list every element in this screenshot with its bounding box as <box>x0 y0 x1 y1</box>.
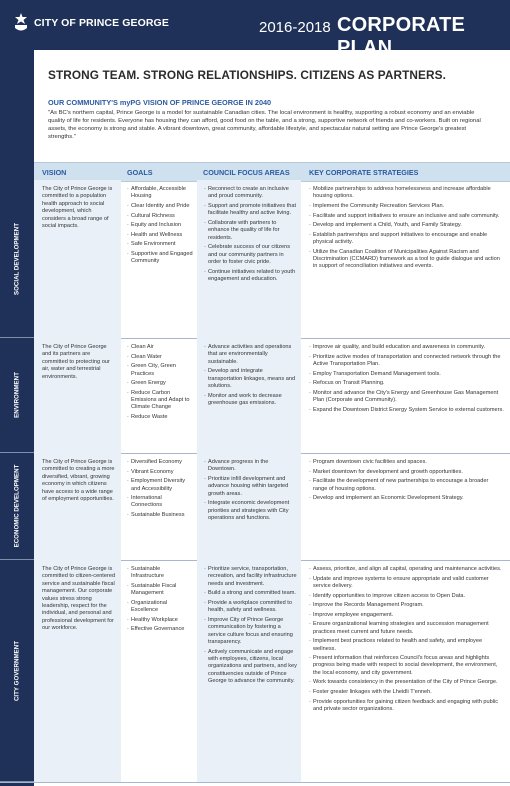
strategies-cell <box>301 180 510 338</box>
focus-area-item: · Build a strong and committed team. <box>204 590 297 597</box>
vision-heading: OUR COMMUNITY'S myPG VISION OF PRINCE GEORGE IN 2040 <box>48 98 272 107</box>
strategy-item: · Ensure organizational learning strategies and succession management practices meet current and future needs. <box>309 621 504 636</box>
strategy-item: · Facilitate and support initiatives to ensure an inclusive and safe community. <box>309 213 504 220</box>
strategy-item: · Develop and implement a Child, Youth, and Family Strategy. <box>309 222 504 229</box>
focus-area-item: · Advance activities and operations that are environmentally sustainable. <box>204 344 297 366</box>
goal-item: · Cultural Richness <box>127 213 194 220</box>
row-label-text: CITY GOVERNMENT <box>13 640 21 701</box>
goal-item: · Sustainable Business <box>127 512 194 519</box>
goal-item: · Vibrant Economy <box>127 469 194 476</box>
focus-area-item: · Collaborate with partners to enhance the quality of life for residents. <box>204 220 297 242</box>
goals-cell <box>121 560 197 782</box>
goals-cell <box>121 338 197 453</box>
focus-area-item: · Celebrate success of our citizens and our community partners in order to foster civic pride. <box>204 244 297 266</box>
focus-area-item: · Support and promote initiatives that facilitate healthy and active living. <box>204 203 297 218</box>
goal-item: · Reduce Carbon Emissions and Adapt to Climate Change <box>127 390 194 412</box>
strategy-item: · Assess, prioritize, and align all capital, operating and maintenance activities. <box>309 566 504 573</box>
goal-item: · Healthy Workplace <box>127 617 194 624</box>
strategy-item: · Utilize the Canadian Coalition of Municipalities Against Racism and Discrimination (CCMARD) framework as a tool to guide dialogue and action in support of reconciliation initiatives and events. <box>309 249 504 271</box>
strategy-item: · Implement best practices related to health and safety, and employee wellness. <box>309 638 504 653</box>
row-label <box>0 453 34 560</box>
strategy-item: · Develop and implement an Economic Development Strategy. <box>309 495 504 502</box>
city-crest-icon <box>12 12 30 34</box>
table-row <box>0 560 510 783</box>
strategy-item: · Establish partnerships and support initiatives to encourage and enable physical activity. <box>309 232 504 247</box>
strategy-item: · Provide opportunities for gaining citizen feedback and engaging with public and private sector organizations. <box>309 699 504 714</box>
strategy-item: · Improve employee engagement. <box>309 612 504 619</box>
tagline: STRONG TEAM. STRONG RELATIONSHIPS. CITIZENS AS PARTNERS. <box>48 68 446 82</box>
focus-cell <box>197 453 301 560</box>
strategy-item: · Expand the Downtown District Energy System Service to external customers. <box>309 407 504 414</box>
goal-item: · Sustainable Fiscal Management <box>127 583 194 598</box>
row-label-text: ECONOMIC DEVELOPMENT <box>13 464 21 548</box>
focus-area-item: · Actively communicate and engage with employees, citizens, local organizations and partners, and key constituencies outside of Prince George to advance the community. <box>204 649 297 686</box>
focus-area-item: · Reconnect to create an inclusive and proud community. <box>204 186 297 201</box>
plan-table <box>0 162 510 784</box>
logo-text: CITY OF PRINCE GEORGE <box>34 17 169 29</box>
strategy-item: · Mobilize partnerships to address homelessness and increase affordable housing options. <box>309 186 504 201</box>
goal-item: · Reduce Waste <box>127 414 194 421</box>
page-header <box>0 0 510 59</box>
strategy-item: · Identify opportunities to improve citizen access to Open Data. <box>309 593 504 600</box>
goal-item: · Effective Governance <box>127 626 194 633</box>
goal-item: · Sustainable Infrastructure <box>127 566 194 581</box>
focus-area-item: · Prioritize infill development and advance housing within targeted growth areas. <box>204 476 297 498</box>
vision-cell: The City of Prince George is committed to citizen-centered service and sustainable fiscal management. Our corporate values stress strong leadership, respect for the individual, and personal and professional development for our workforce. <box>34 560 121 782</box>
strategy-item: · Monitor and advance the City's Energy and Greenhouse Gas Management Plan (Corporate and Community). <box>309 390 504 405</box>
focus-area-item: · Improve City of Prince George communication by fostering a service culture focus and ensuring transparency. <box>204 617 297 647</box>
goal-item: · Equity and Inclusion <box>127 222 194 229</box>
strategy-item: · Refocus on Transit Planning. <box>309 380 504 387</box>
focus-area-item: · Develop and integrate transportation linkages, means and solutions. <box>204 368 297 390</box>
header-vision: VISION <box>42 168 67 177</box>
row-label-text: SOCIAL DEVELOPMENT <box>13 222 21 295</box>
vision-cell: The City of Prince George is committed to creating a more diversified, vibrant, growing economy in which citizens have access to a wide range of employment opportunities. <box>34 453 121 560</box>
focus-cell <box>197 338 301 453</box>
city-logo <box>12 12 169 34</box>
goal-item: · Supportive and Engaged Community <box>127 251 194 266</box>
vision-statement: "As BC's northern capital, Prince George is a model for sustainable Canadian cities. The local environment is healthy, supporting a robust economy and an enviable quality of life for residents. Everyone has housing they can afford, good food on the table, and a strong, supportive network of friends and co-workers. Built on regional assets, the economy is strong and stable. A vibrant downtown, great community, affordable lifestyle, and spectacular natural setting are Prince George's greatest strengths." <box>48 110 481 140</box>
plan-years: 2016-2018 <box>259 19 331 36</box>
goal-item: · Green City, Green Practices <box>127 363 194 378</box>
focus-area-item: · Integrate economic development priorities and strategies with City operations and functions. <box>204 500 297 522</box>
strategy-item: · Prioritize active modes of transportation and connected network through the Active Transportation Plan. <box>309 354 504 369</box>
row-label-text: ENVIRONMENT <box>13 372 21 418</box>
strategy-item: · Foster greater linkages with the Lheidli T'enneh. <box>309 689 504 696</box>
strategies-cell <box>301 338 510 453</box>
focus-area-item: · Continue initiatives related to youth engagement and education. <box>204 269 297 284</box>
row-label <box>0 338 34 453</box>
goals-cell <box>121 453 197 560</box>
focus-area-item: · Prioritize service, transportation, recreation, and facility infrastructure needs and investment. <box>204 566 297 588</box>
vision-cell: The City of Prince George and its partners are committed to protecting our air, water and terrestrial environments. <box>34 338 121 453</box>
strategy-item: · Present information that reinforces Council's focus areas and highlights progress being made with respect to social development, the environment, the local economy, and city government. <box>309 655 504 677</box>
goal-item: · Affordable, Accessible Housing <box>127 186 194 201</box>
goal-item: · Clean Air <box>127 344 194 351</box>
focus-cell <box>197 180 301 338</box>
header-goals: GOALS <box>127 168 153 177</box>
row-label <box>0 180 34 338</box>
strategy-item: · Implement the Community Recreation Services Plan. <box>309 203 504 210</box>
goal-item: · Health and Wellness <box>127 232 194 239</box>
table-row <box>0 338 510 454</box>
strategy-item: · Employ Transportation Demand Management tools. <box>309 371 504 378</box>
strategy-item: · Work towards consistency in the presentation of the City of Prince George. <box>309 679 504 686</box>
strategies-cell <box>301 560 510 782</box>
focus-area-item: · Advance progress in the Downtown. <box>204 459 297 474</box>
page-title: CORPORATE PLAN <box>337 14 466 59</box>
row-label <box>0 560 34 782</box>
goal-item: · Green Energy <box>127 380 194 387</box>
goal-item: · Clear Identity and Pride <box>127 203 194 210</box>
goal-item: · Diversified Economy <box>127 459 194 466</box>
strategies-cell <box>301 453 510 560</box>
table-row <box>0 180 510 339</box>
table-row <box>0 453 510 561</box>
goal-item: · Clean Water <box>127 354 194 361</box>
goals-cell <box>121 180 197 338</box>
vision-cell: The City of Prince George is committed to a population health approach to social development, which considers a broad range of social impacts. <box>34 180 121 338</box>
strategy-item: · Improve air quality, and build education and awareness in community. <box>309 344 504 351</box>
strategy-item: · Facilitate the development of new partnerships to encourage a broader range of housing options. <box>309 478 504 493</box>
strategy-item: · Program downtown civic facilities and spaces. <box>309 459 504 466</box>
table-header <box>34 162 510 182</box>
header-strategies: KEY CORPORATE STRATEGIES <box>309 168 419 177</box>
focus-area-item: · Provide a workplace committed to health, safety and wellness. <box>204 600 297 615</box>
header-focus-areas: COUNCIL FOCUS AREAS <box>203 168 290 177</box>
strategy-item: · Improve the Records Management Program. <box>309 602 504 609</box>
goal-item: · Employment Diversity and Accessibility <box>127 478 194 493</box>
strategy-item: · Market downtown for development and growth opportunities. <box>309 469 504 476</box>
focus-area-item: · Monitor and work to decrease greenhouse gas emissions. <box>204 393 297 408</box>
focus-cell <box>197 560 301 782</box>
goal-item: · International Connections <box>127 495 194 510</box>
goal-item: · Safe Environment <box>127 241 194 248</box>
goal-item: · Organizational Excellence <box>127 600 194 615</box>
strategy-item: · Update and improve systems to ensure appropriate and valid customer service delivery. <box>309 576 504 591</box>
